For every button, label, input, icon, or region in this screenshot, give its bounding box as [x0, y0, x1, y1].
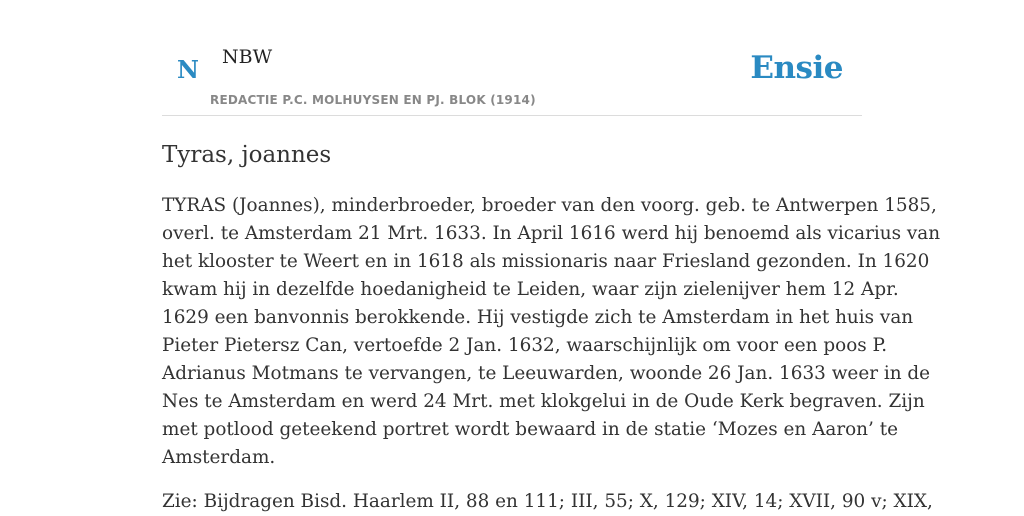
article-paragraph [162, 192, 941, 472]
paragraph-line: TYRAS (Joannes), minderbroeder, broeder van den voorg. geb. te Antwerpen 1585, [162, 195, 937, 216]
paragraph-line: overl. te Amsterdam 21 Mrt. 1633. In April 1616 werd hij benoemd als vicarius van [162, 223, 941, 244]
paragraph-line: 1629 een banvonnis berokkende. Hij vestigde zich te Amsterdam in het huis van [162, 307, 914, 328]
paragraph-line: Amsterdam. [162, 447, 276, 468]
paragraph-line: Adrianus Motmans te vervangen, te Leeuwarden, woonde 26 Jan. 1633 weer in de [162, 363, 931, 384]
paragraph-line: Nes te Amsterdam en werd 24 Mrt. met klokgelui in de Oude Kerk begraven. Zijn [162, 391, 925, 412]
paragraph-line: met potlood geteekend portret wordt bewaard in de statie ‘Mozes en Aaron’ te [162, 419, 898, 440]
paragraph-line: Zie: Bijdragen Bisd. Haarlem II, 88 en 111; III, 55; X, 129; XIV, 14; XVII, 90 v; XIX, [162, 491, 933, 512]
site-header [162, 0, 862, 116]
source-name[interactable]: NBW [222, 46, 273, 68]
source-logo-icon[interactable]: N [177, 55, 199, 84]
article-page [162, 0, 941, 516]
paragraph-line: het klooster te Weert en in 1618 als missionaris naar Friesland gezonden. In 1620 [162, 251, 930, 272]
ensie-logo[interactable]: Ensie [750, 50, 843, 86]
page-title: Tyras, joannes [162, 142, 332, 168]
source-editors: REDACTIE P.C. MOLHUYSEN EN PJ. BLOK (1914) [210, 93, 536, 107]
paragraph-line: Pieter Pietersz Can, vertoefde 2 Jan. 1632, waarschijnlijk om voor een poos P. [162, 335, 888, 356]
paragraph-line: kwam hij in dezelfde hoedanigheid te Leiden, waar zijn zielenijver hem 12 Apr. [162, 279, 899, 300]
